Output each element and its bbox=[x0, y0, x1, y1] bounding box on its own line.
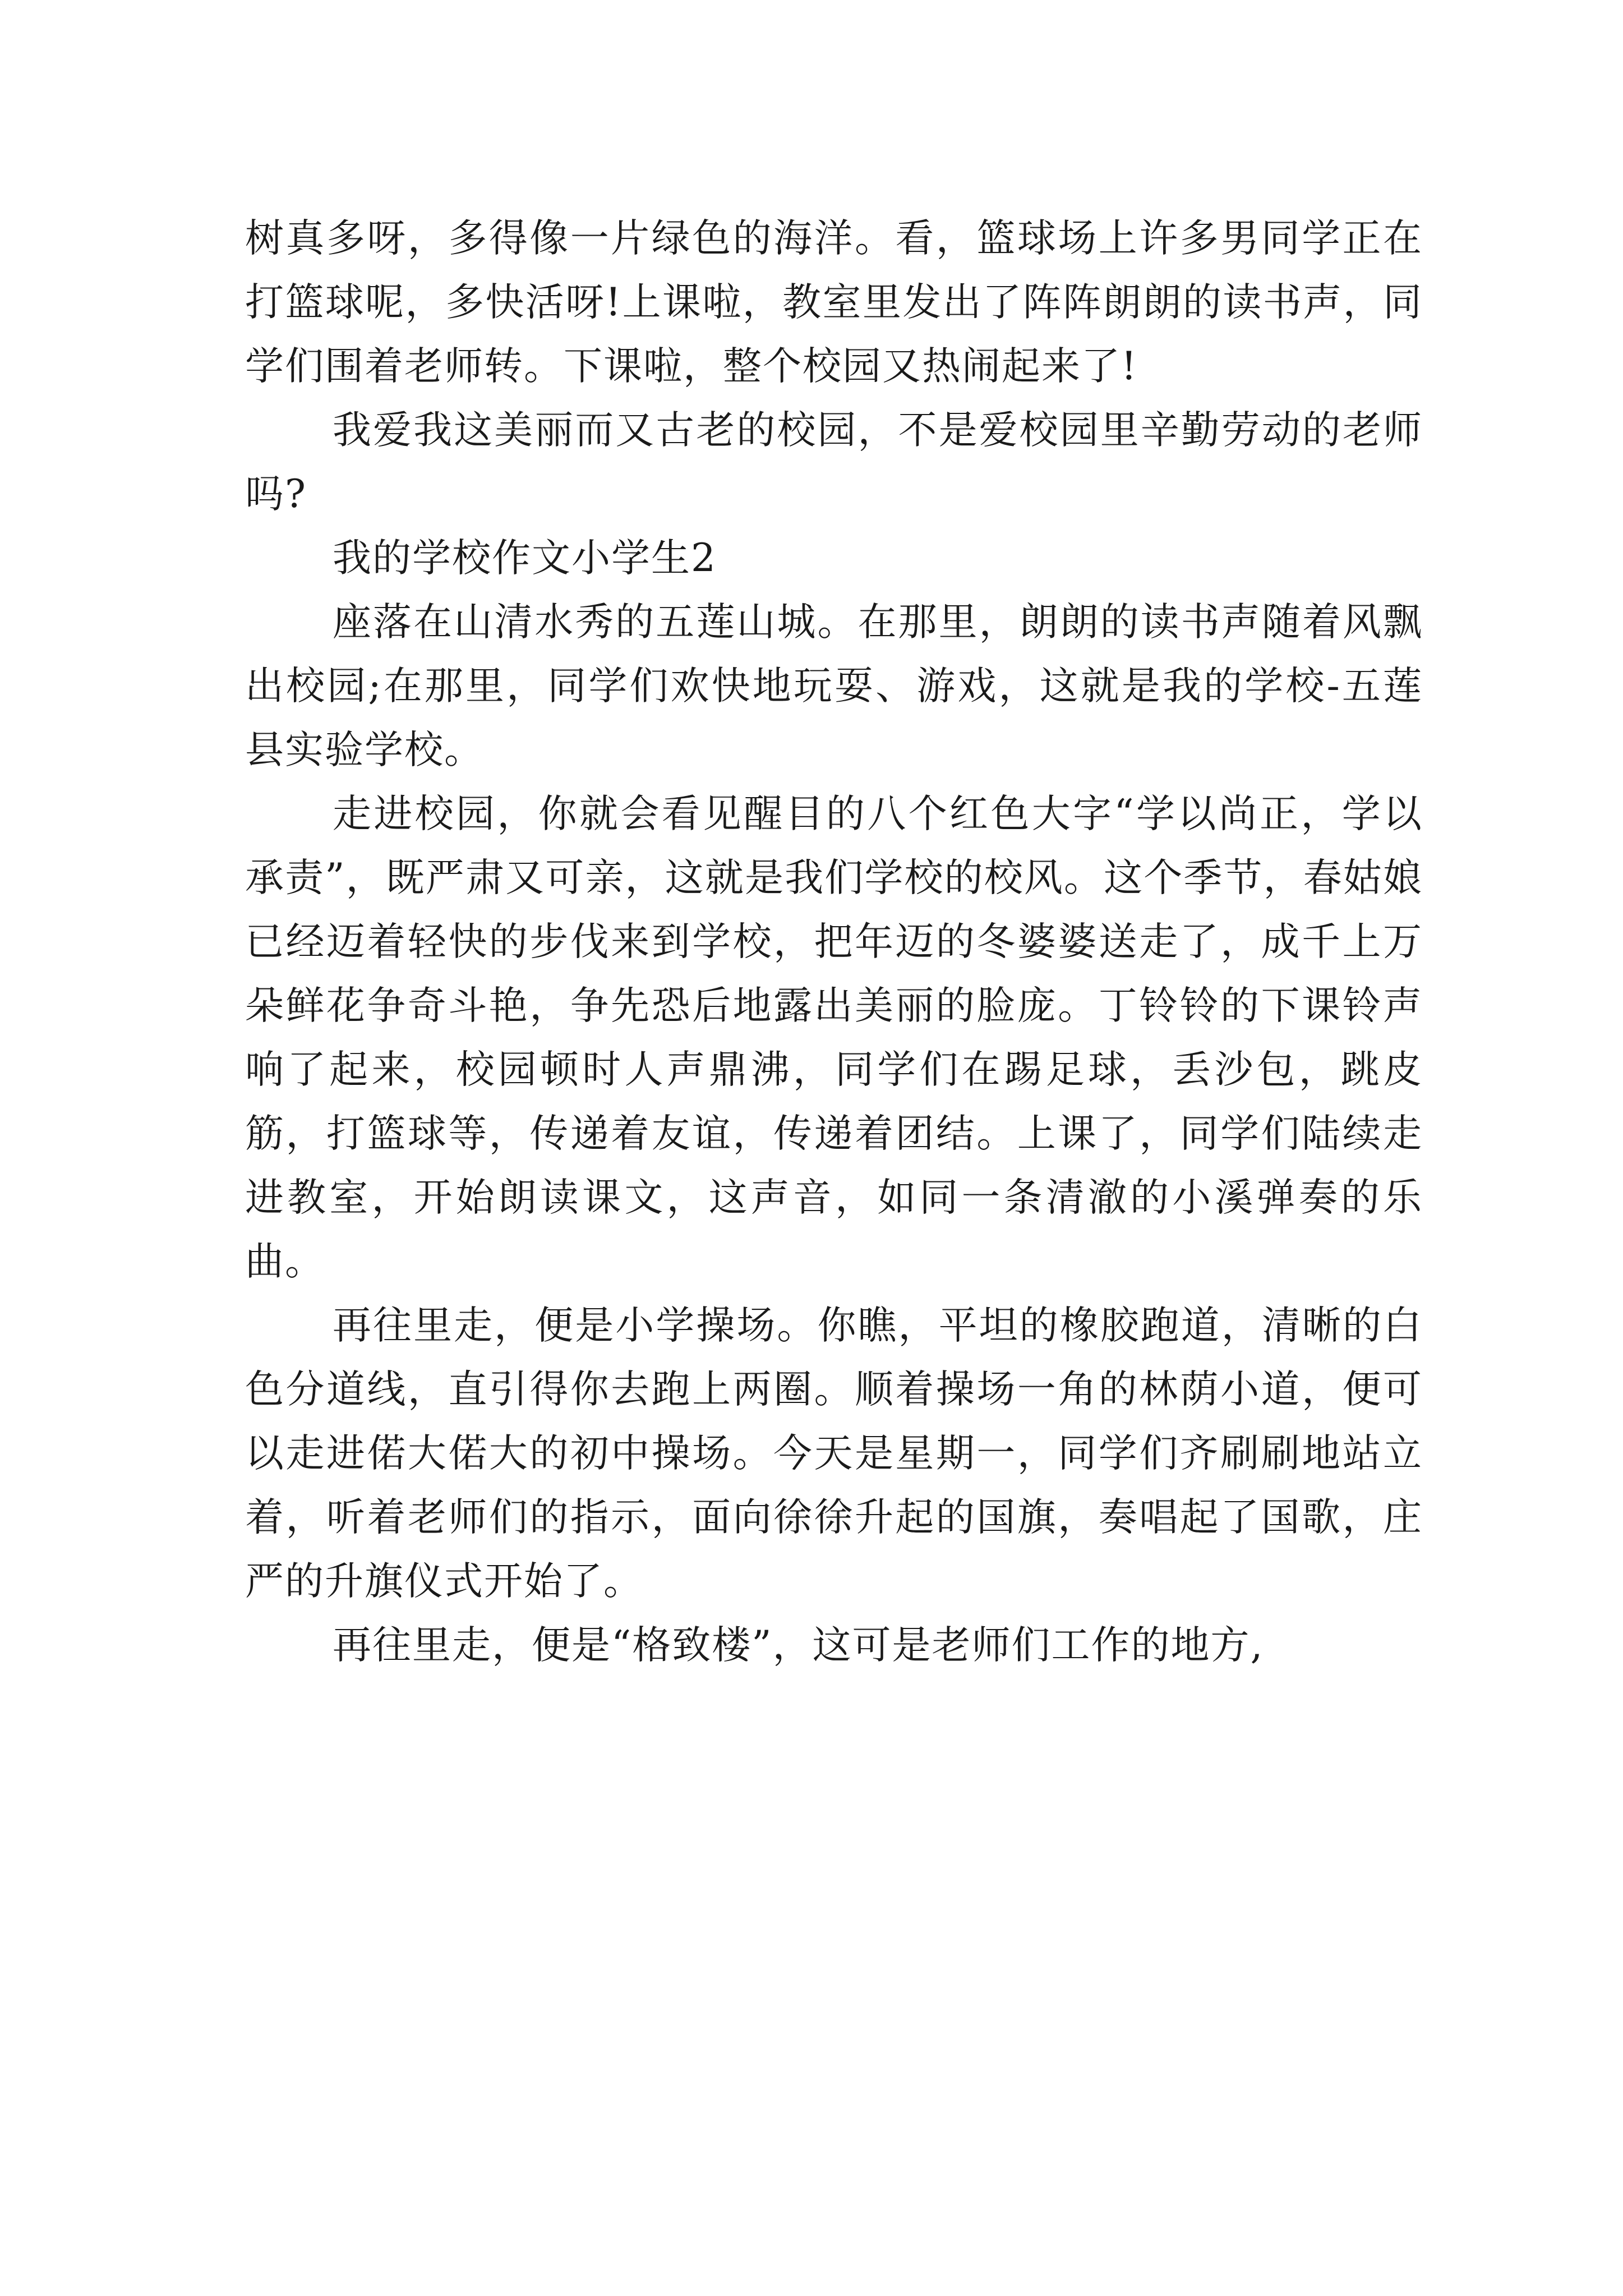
paragraph-3: 座落在山清水秀的五莲山城。在那里，朗朗的读书声随着风飘出校园;在那里，同学们欢快地玩耍、游戏，这就是我的学校-五莲县实验学校。 bbox=[245, 600, 1423, 772]
document-body bbox=[245, 206, 1423, 1677]
paragraph-6: 再往里走，便是“格致楼”，这可是老师们工作的地方, bbox=[333, 1623, 1264, 1668]
paragraph-5: 再往里走，便是小学操场。你瞧，平坦的橡胶跑道，清晰的白色分道线，直引得你去跑上两圈。顺着操场一角的林荫小道，便可以走进偌大偌大的初中操场。今天是星期一，同学们齐刷刷地站立着，听着老师们的指示，面向徐徐升起的国旗，奏唱起了国歌，庄严的升旗仪式开始了。 bbox=[245, 1303, 1423, 1604]
paragraph-1: 树真多呀，多得像一片绿色的海洋。看，篮球场上许多男同学正在打篮球呢，多快活呀!上课啦，教室里发出了阵阵朗朗的读书声，同学们围着老师转。下课啦，整个校园又热闹起来了! bbox=[245, 216, 1423, 389]
paragraph-2: 我爱我这美丽而又古老的校园，不是爱校园里辛勤劳动的老师吗? bbox=[245, 408, 1423, 517]
section-heading: 我的学校作文小学生2 bbox=[333, 536, 717, 581]
paragraph-4: 走进校园，你就会看见醒目的八个红色大字“学以尚正，学以承责”，既严肃又可亲，这就是我们学校的校风。这个季节，春姑娘已经迈着轻快的步伐来到学校，把年迈的冬婆婆送走了，成千上万朵鲜花争奇斗艳，争先恐后地露出美丽的脸庞。丁铃铃的下课铃声响了起来，校园顿时人声鼎沸，同学们在踢足球，丢沙包，跳皮筋，打篮球等，传递着友谊，传递着团结。上课了，同学们陆续走进教室，开始朗读课文，这声音，如同一条清澈的小溪弹奏的乐曲。 bbox=[245, 792, 1423, 1284]
